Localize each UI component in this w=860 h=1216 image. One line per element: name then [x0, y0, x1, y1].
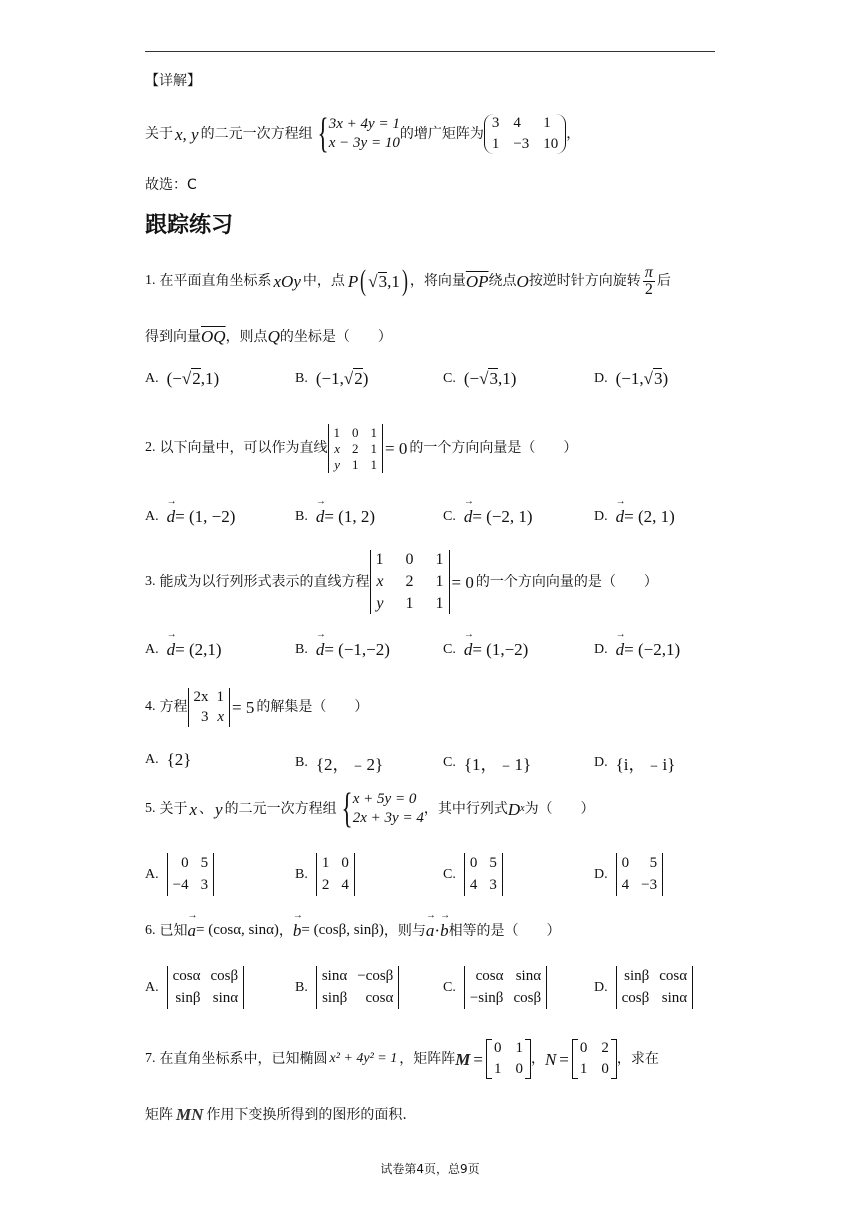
vector-oq: $\overline{OQ}$: [201, 327, 226, 346]
cell: y: [376, 595, 384, 612]
cell: 0: [621, 855, 630, 871]
option-pre: (−: [166, 368, 182, 388]
cell: 0: [341, 855, 349, 871]
option-a: [145, 853, 214, 896]
sqrt-sign: √: [343, 368, 354, 388]
vector-d: → d: [316, 507, 325, 527]
cell: −3: [513, 136, 530, 152]
cell: 5: [649, 855, 658, 871]
vector-d: → d: [464, 640, 473, 660]
option-label: D.: [594, 754, 608, 770]
cell: 1: [333, 424, 340, 440]
option-value: {2，﹣2}: [315, 755, 384, 774]
cell: x: [217, 708, 224, 725]
option-radicand: 3: [489, 369, 498, 388]
option-radicand: 3: [653, 369, 663, 388]
cell: 0: [515, 1061, 523, 1077]
cell: 0: [352, 424, 359, 440]
option-post: ,1): [497, 368, 517, 388]
vector-d: → d: [167, 640, 176, 660]
option-d: [594, 640, 680, 660]
option-label: A.: [145, 979, 159, 995]
cell: cosβ: [513, 990, 542, 1006]
option-d: [594, 966, 693, 1009]
option-determinant: [464, 853, 503, 896]
cell: 5: [489, 855, 497, 871]
cell: 2: [321, 877, 330, 893]
option-value: {1，﹣1}: [463, 755, 532, 774]
cell: 2: [601, 1040, 609, 1056]
option-determinant: [167, 853, 214, 896]
question-1-line-2: 得到向量 $\overline{OQ}$ ，则点 Q 的坐标是（ ）: [145, 327, 392, 346]
cell: sinβ: [175, 990, 201, 1006]
option-value: {i，﹣i}: [615, 755, 676, 774]
option-d: [594, 368, 668, 389]
cell: 3: [489, 877, 497, 893]
equation-system: { 3x + 4y = 1 x − 3y = 10: [317, 111, 400, 157]
option-label: D.: [594, 509, 608, 524]
line-determinant: [328, 424, 384, 473]
cell: 1: [515, 1040, 523, 1056]
cell: 1: [370, 424, 377, 440]
option-c: [443, 966, 547, 1009]
option-label: C.: [443, 509, 456, 524]
option-label: C.: [443, 642, 456, 657]
option-label: B.: [295, 754, 308, 770]
cell: 1: [370, 456, 377, 472]
equation-determinant: [188, 688, 231, 727]
question-6-line: 6. 已知 → a = (cosα, sinα) ， → b = (cosβ, sinβ) ，则与 → a · → b 相等的是（ ）: [145, 922, 561, 939]
option-label: D.: [594, 642, 608, 657]
detail-label: 【详解】: [145, 73, 201, 89]
cell: cosα: [659, 968, 688, 984]
option-label: A.: [145, 370, 159, 386]
cell: x: [334, 440, 340, 456]
option-a: [145, 640, 222, 660]
cell: 2: [352, 440, 359, 456]
option-determinant: [616, 853, 663, 896]
option-d: [594, 750, 675, 775]
option-label: B.: [295, 509, 308, 524]
cell: 3: [201, 708, 209, 725]
vector-d: → d: [316, 640, 325, 660]
matrix-n: [572, 1039, 617, 1079]
option-value: = (2,1): [175, 640, 222, 659]
question-1-line-1: 1. 在平面直角坐标系 xOy 中，点 P ( √ 3 ,1 ) ，将向量 $\overline{OP}$ 绕点 O 按逆时针方向旋转 $\frac{\pi}{2}$ 后: [145, 263, 671, 298]
option-determinant: [167, 966, 245, 1009]
sqrt-sign: √: [643, 368, 653, 388]
section-heading: 跟踪练习: [145, 213, 234, 238]
option-label: B.: [295, 866, 308, 882]
cell: sinα: [515, 968, 542, 984]
option-label: B.: [295, 642, 308, 657]
question-3-line: 3. 能成为以行列形式表示的直线方程 1 0 1 x 2 1 y 1 1 = 0 的一个方向向量的是（ ）: [145, 551, 658, 612]
question-4-line: 4. 方程 2x 1 3 x = 5 的解集是（ ）: [145, 688, 369, 725]
option-c: [443, 853, 503, 896]
cell: 0: [405, 551, 414, 568]
option-post: ): [362, 368, 369, 388]
option-b: [295, 507, 375, 527]
cell: 1: [405, 595, 414, 612]
option-determinant: [316, 853, 355, 896]
cell: −3: [641, 877, 658, 893]
option-label: C.: [443, 866, 456, 882]
option-label: C.: [443, 370, 456, 386]
question-7-line-2: 矩阵 MN 作用下变换所得到的图形的面积.: [145, 1105, 407, 1124]
option-b: [295, 966, 399, 1009]
option-c: [443, 750, 531, 775]
option-b: [295, 640, 390, 660]
option-label: B.: [295, 979, 308, 995]
option-pre: (−1,: [615, 368, 644, 388]
option-c: [443, 368, 516, 389]
augmented-matrix: [484, 114, 566, 154]
option-a: [145, 368, 219, 389]
cell: 4: [513, 115, 521, 131]
sqrt-sign: √: [479, 368, 489, 388]
option-a: [145, 507, 235, 527]
option-label: D.: [594, 866, 608, 882]
option-label: C.: [443, 979, 456, 995]
cell: 1: [216, 688, 224, 705]
option-label: D.: [594, 370, 608, 386]
cell: 0: [493, 1040, 502, 1056]
cell: −sinβ: [469, 990, 504, 1006]
option-label: C.: [443, 754, 456, 770]
option-value: = (−2, 1): [472, 507, 533, 526]
cell: 2x: [193, 688, 209, 705]
matrix-m: [486, 1039, 531, 1079]
cell: sinα: [212, 990, 239, 1006]
option-a: [145, 966, 244, 1009]
option-radicand: 2: [354, 369, 363, 388]
cell: cosβ: [210, 968, 239, 984]
cell: −4: [172, 877, 189, 893]
header-rule: [145, 51, 715, 52]
option-value: = (1,−2): [472, 640, 529, 659]
option-label: A.: [145, 752, 159, 767]
cell: 3: [491, 115, 500, 131]
option-label: A.: [145, 866, 159, 882]
option-c: [443, 507, 533, 527]
option-label: A.: [145, 642, 159, 657]
sqrt-sign: √: [181, 368, 192, 388]
option-value: = (2, 1): [624, 507, 675, 526]
option-determinant: [316, 966, 399, 1009]
option-b: [295, 750, 383, 775]
cell: 4: [469, 877, 478, 893]
option-pre: (−: [463, 368, 480, 388]
cell: 0: [469, 855, 478, 871]
option-post: ,1): [200, 368, 220, 388]
option-determinant: [464, 966, 547, 1009]
cell: 1: [435, 573, 444, 590]
pi-over-two: $\frac{\pi}{2}$: [644, 263, 653, 298]
cell: cosα: [172, 968, 201, 984]
option-radicand: 2: [192, 369, 201, 388]
option-a: [145, 750, 191, 770]
question-5-line: 5. 关于 x 、 y 的二元一次方程组 { x + 5y = 0 2x + 3y = 4 ，其中行列式 D x 为（ ）: [145, 786, 595, 832]
cell: 1: [579, 1061, 588, 1077]
cell: 1: [435, 551, 444, 568]
vector-d: → d: [616, 507, 625, 527]
cell: cosα: [475, 968, 504, 984]
cell: 1: [435, 595, 444, 612]
option-value: {2}: [166, 750, 192, 769]
cell: 1: [352, 456, 359, 472]
cell: 4: [341, 877, 349, 893]
explanation-line: 关于 x, y 的二元一次方程组 { 3x + 4y = 1 x − 3y = 10 的增广矩阵为 3 4 1 1 −3 10 ，: [145, 111, 581, 157]
cell: x: [376, 573, 384, 590]
question-2-line: 2. 以下向量中，可以作为直线 1 0 1 x 2 1 y 1 1 = 0 的一个方向向量是（ ）: [145, 424, 578, 472]
cell: 0: [601, 1061, 609, 1077]
answer-line: 故选：C: [145, 177, 197, 193]
option-pre: (−1,: [315, 368, 344, 388]
vector-d: → d: [464, 507, 473, 527]
option-value: = (−1,−2): [324, 640, 390, 659]
page-footer: 试卷第4页，总9页: [380, 1162, 480, 1176]
option-value: = (1, 2): [324, 507, 376, 526]
vector-b: → b: [293, 922, 302, 939]
vector-op: $\overline{OP}$: [465, 271, 489, 291]
vector-d: → d: [616, 640, 625, 660]
option-value: = (1, −2): [175, 507, 236, 526]
cell: 4: [621, 877, 630, 893]
cell: 1: [493, 1061, 502, 1077]
option-label: D.: [594, 979, 608, 995]
option-label: B.: [295, 370, 308, 386]
option-label: A.: [145, 509, 159, 524]
cell: sinα: [661, 990, 688, 1006]
cell: 1: [543, 115, 551, 131]
cell: 5: [200, 855, 209, 871]
cell: 1: [491, 136, 500, 152]
cell: 0: [579, 1040, 588, 1056]
cell: cosβ: [621, 990, 650, 1006]
cell: 1: [375, 551, 384, 568]
question-7-line-1: 7. 在直角坐标系中，已知椭圆 x² + 4y² = 1 ，矩阵阵 M = 0 1 1 0 ， N = 0 2 1 0 ，求在: [145, 1040, 659, 1077]
cell: 1: [370, 440, 377, 456]
cell: 3: [200, 877, 209, 893]
option-b: [295, 853, 355, 896]
option-b: [295, 368, 368, 389]
cell: 1: [321, 855, 330, 871]
cell: 0: [181, 855, 189, 871]
equation-system: { x + 5y = 0 2x + 3y = 4: [341, 786, 424, 832]
cell: sinβ: [624, 968, 650, 984]
cell: 2: [405, 573, 414, 590]
line-determinant: [370, 550, 450, 614]
vector-d: → d: [167, 507, 176, 527]
option-d: [594, 853, 663, 896]
cell: 10: [543, 136, 559, 152]
cell: sinβ: [322, 990, 348, 1006]
option-post: ): [662, 368, 669, 388]
cell: −cosβ: [357, 968, 394, 984]
option-determinant: [616, 966, 694, 1009]
option-d: [594, 507, 675, 527]
cell: y: [334, 456, 340, 472]
option-value: = (−2,1): [624, 640, 681, 659]
option-c: [443, 640, 528, 660]
cell: cosα: [365, 990, 394, 1006]
cell: sinα: [321, 968, 348, 984]
vector-a: → a: [188, 922, 197, 939]
